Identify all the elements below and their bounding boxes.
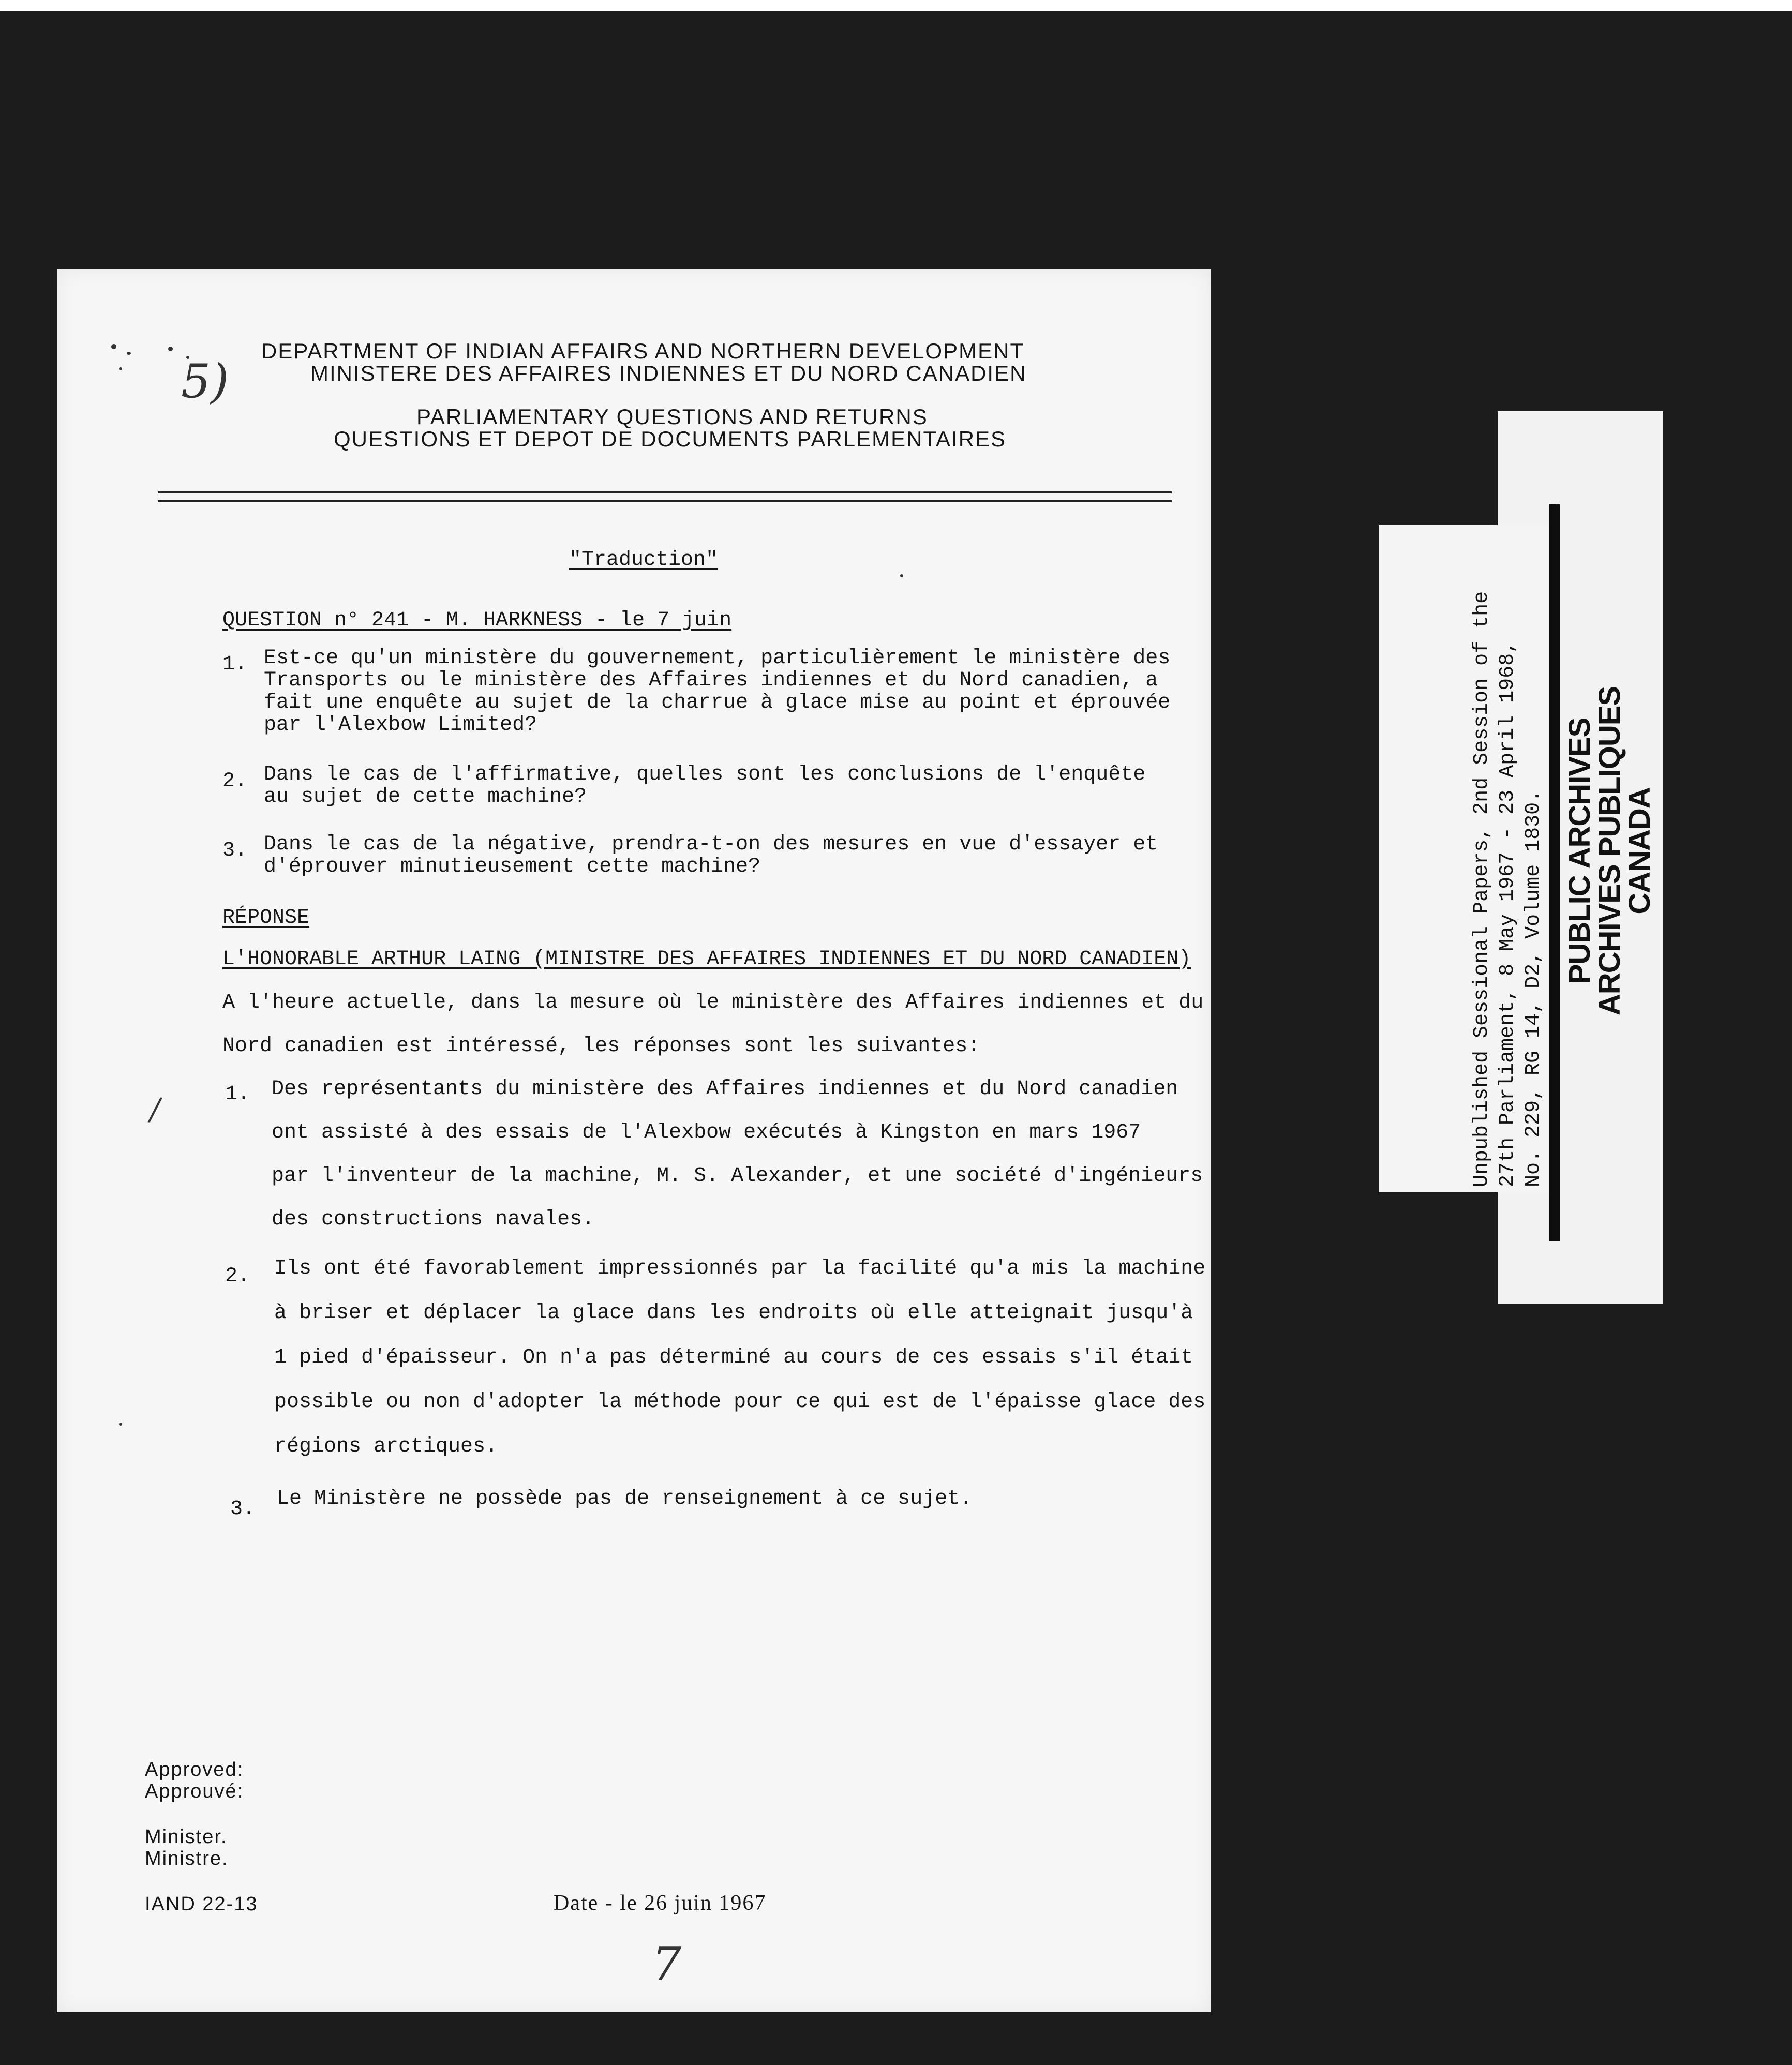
question-number: 1. [222, 653, 248, 676]
answer-line: des constructions navales. [272, 1208, 595, 1231]
archive-catalog-line: No. 229, RG 14, D2, Volume 1830. [1522, 789, 1545, 1187]
translation-label: "Traduction" [569, 548, 719, 572]
answer-line: ont assisté à des essais de l'Alexbow exécutés à Kingston en mars 1967 [272, 1121, 1141, 1144]
archive-catalog-line: Unpublished Sessional Papers, 2nd Session of the [1470, 591, 1494, 1187]
minister-label-english: Minister. [145, 1826, 228, 1848]
answer-line: 1 pied d'épaisseur. On n'a pas déterminé au cours de ces essais s'il était [274, 1346, 1193, 1369]
answer-number: 3. [230, 1498, 256, 1521]
archive-catalog-line: 27th Parliament, 8 May 1967 - 23 April 1968, [1496, 640, 1519, 1187]
stamp-line: CANADA [1623, 787, 1656, 915]
question-line: d'éprouver minutieusement cette machine? [264, 855, 761, 878]
question-line: par l'Alexbow Limited? [264, 713, 537, 737]
public-archives-stamp [1565, 680, 1655, 1022]
dust-speck [168, 347, 173, 351]
answer-line: régions arctiques. [274, 1435, 498, 1458]
question-heading: QUESTION n° 241 - M. HARKNESS - le 7 juin [222, 609, 732, 632]
answer-line: par l'inventeur de la machine, M. S. Alexander, et une société d'ingénieurs [272, 1164, 1203, 1188]
answer-line: possible ou non d'adopter la méthode pour ce qui est de l'épaisse glace des [274, 1390, 1206, 1414]
handwritten-page-number: 7 [652, 1937, 682, 1992]
intro-line: A l'heure actuelle, dans la mesure où le ministère des Affaires indiennes et du [222, 991, 1204, 1014]
department-french: MINISTERE DES AFFAIRES INDIENNES ET DU NORD CANADIEN [310, 361, 1027, 385]
question-number: 2. [222, 770, 248, 793]
dust-speck [119, 1423, 122, 1426]
intro-line: Nord canadien est intéressé, les réponses sont les suivantes: [222, 1035, 980, 1058]
department-english: DEPARTMENT OF INDIAN AFFAIRS AND NORTHERN DEVELOPMENT [261, 339, 1025, 363]
question-line: Dans le cas de l'affirmative, quelles sont les conclusions de l'enquête [264, 763, 1146, 786]
header-rule-bottom [158, 500, 1172, 502]
document-date: Date - le 26 juin 1967 [554, 1891, 767, 1915]
document-type-french: QUESTIONS ET DEPOT DE DOCUMENTS PARLEMENTAIRES [334, 427, 1007, 451]
dust-speck [900, 574, 903, 577]
question-line: Transports ou le ministère des Affaires indiennes et du Nord canadien, a [264, 669, 1158, 692]
answer-line: Ils ont été favorablement impressionnés par la facilité qu'a mis la machine [274, 1257, 1206, 1280]
archive-slip-shadow [1549, 504, 1560, 1241]
document-page [57, 269, 1211, 2012]
question-line: fait une enquête au sujet de la charrue à glace mise au point et éprouvée [264, 691, 1171, 714]
document-type-english: PARLIAMENTARY QUESTIONS AND RETURNS [416, 405, 928, 429]
stamp-line: ARCHIVES PUBLIQUES [1593, 686, 1626, 1016]
answer-number: 2. [225, 1265, 250, 1288]
scan-top-border [0, 0, 1792, 11]
approved-label-french: Approuvé: [145, 1780, 244, 1802]
minister-label-french: Ministre. [145, 1848, 229, 1869]
answer-line: Le Ministère ne possède pas de renseignement à ce sujet. [277, 1487, 973, 1510]
dust-speck [119, 367, 122, 370]
approved-label-english: Approved: [145, 1759, 244, 1780]
question-number: 3. [222, 839, 248, 862]
form-code: IAND 22-13 [145, 1893, 258, 1915]
question-line: Est-ce qu'un ministère du gouvernement, particulièrement le ministère des [264, 647, 1171, 670]
handwritten-tick-mark: / [150, 1091, 160, 1127]
answer-line: Des représentants du ministère des Affaires indiennes et du Nord canadien [272, 1078, 1178, 1101]
reponse-heading: RÉPONSE [222, 906, 310, 930]
dust-speck [111, 344, 116, 349]
handwritten-corner-mark: 5) [181, 354, 229, 409]
dust-speck [127, 352, 131, 355]
header-rule-top [158, 491, 1172, 493]
question-line: Dans le cas de la négative, prendra-t-on des mesures en vue d'essayer et [264, 833, 1158, 856]
answer-number: 1. [225, 1083, 250, 1106]
stamp-line: PUBLIC ARCHIVES [1563, 717, 1596, 984]
answer-line: à briser et déplacer la glace dans les endroits où elle atteignait jusqu'à [274, 1301, 1193, 1325]
question-line: au sujet de cette machine? [264, 785, 587, 809]
responder-heading: L'HONORABLE ARTHUR LAING (MINISTRE DES AFFAIRES INDIENNES ET DU NORD CANADIEN) [222, 948, 1191, 971]
